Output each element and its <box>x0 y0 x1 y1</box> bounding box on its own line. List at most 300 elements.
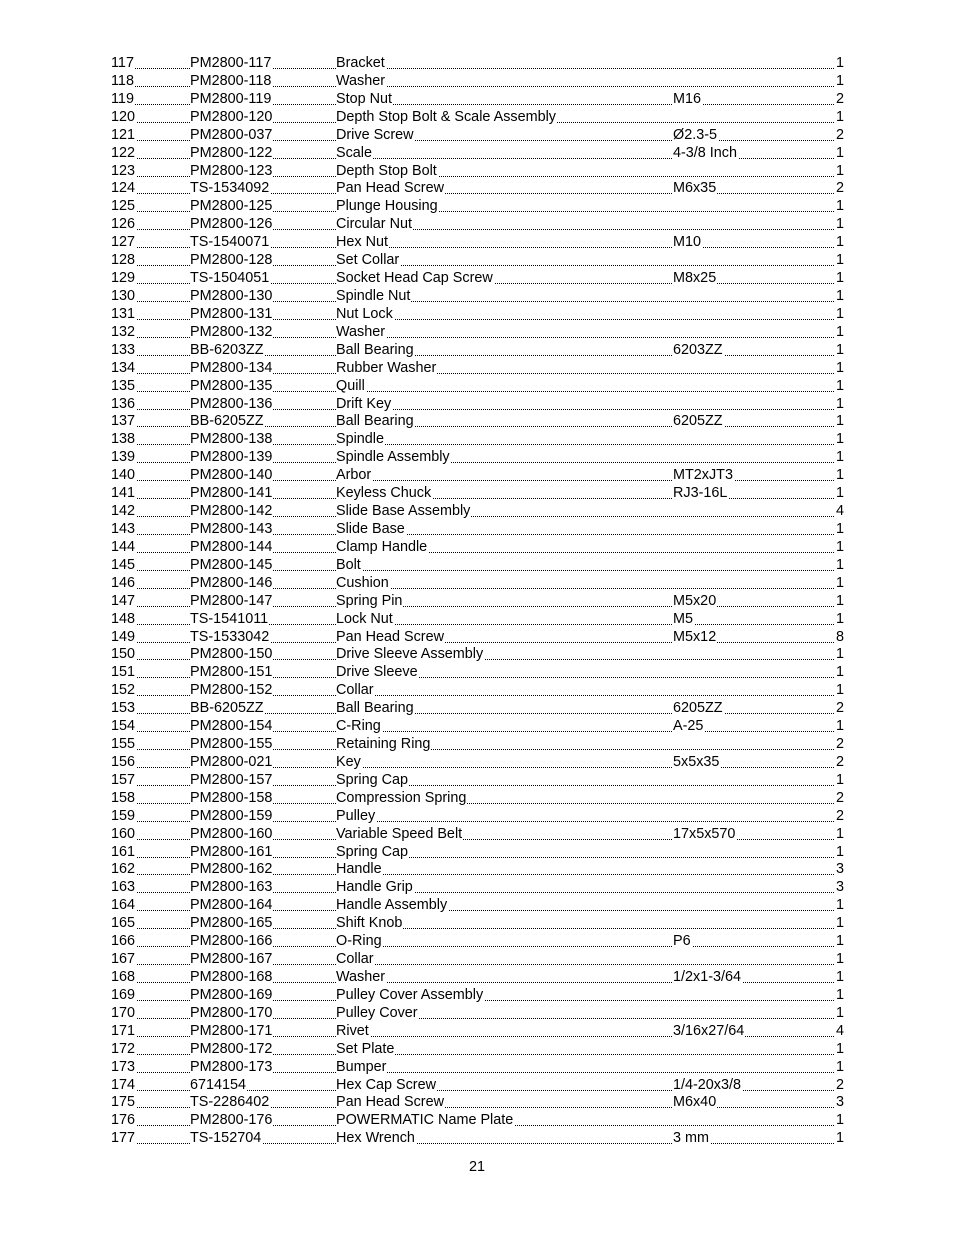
part-quantity: 1 <box>835 574 844 591</box>
index-number: 145 <box>111 556 136 573</box>
part-number: PM2800-160 <box>190 825 273 842</box>
index-number: 149 <box>111 628 136 645</box>
part-size: P6 <box>673 933 691 950</box>
part-quantity: 1 <box>835 915 844 932</box>
part-description: Socket Head Cap Screw <box>336 270 493 287</box>
parts-row <box>111 413 844 431</box>
part-number: BB-6205ZZ <box>190 700 264 717</box>
parts-row <box>111 378 844 396</box>
parts-row <box>111 503 844 521</box>
part-number: PM2800-169 <box>190 986 273 1003</box>
part-description: Slide Base <box>336 520 405 537</box>
index-number: 154 <box>111 718 136 735</box>
part-number: PM2800-172 <box>190 1040 273 1057</box>
parts-row <box>111 127 844 145</box>
index-number: 170 <box>111 1004 136 1021</box>
part-number: PM2800-118 <box>190 72 272 89</box>
part-quantity: 1 <box>835 413 844 430</box>
part-description: Spindle <box>336 431 385 448</box>
part-number: PM2800-161 <box>190 843 273 860</box>
parts-row <box>111 861 844 879</box>
parts-row <box>111 145 844 163</box>
index-number: 133 <box>111 341 136 358</box>
index-number: 130 <box>111 287 136 304</box>
part-description: Pan Head Screw <box>336 180 444 197</box>
part-description: Pulley Cover Assembly <box>336 986 484 1003</box>
parts-row <box>111 826 844 844</box>
parts-row <box>111 216 844 234</box>
parts-row <box>111 521 844 539</box>
part-quantity: 1 <box>835 933 844 950</box>
parts-row <box>111 897 844 915</box>
index-number: 159 <box>111 807 136 824</box>
part-number: PM2800-135 <box>190 377 273 394</box>
part-number: PM2800-147 <box>190 592 273 609</box>
part-size: M6x35 <box>673 180 717 197</box>
part-quantity: 1 <box>835 1058 844 1075</box>
parts-row <box>111 288 844 306</box>
index-number: 155 <box>111 736 136 753</box>
part-description: Hex Nut <box>336 234 388 251</box>
parts-row <box>111 629 844 647</box>
part-description: Ball Bearing <box>336 341 414 358</box>
index-number: 129 <box>111 270 136 287</box>
part-number: PM2800-152 <box>190 682 273 699</box>
index-number: 173 <box>111 1058 136 1075</box>
parts-row <box>111 790 844 808</box>
part-number: BB-6203ZZ <box>190 341 264 358</box>
part-description: Spring Cap <box>336 843 408 860</box>
parts-row <box>111 664 844 682</box>
part-number: TS-2286402 <box>190 1094 270 1111</box>
part-number: PM2800-119 <box>190 90 272 107</box>
part-number: PM2800-130 <box>190 287 273 304</box>
part-number: TS-1540071 <box>190 234 270 251</box>
part-quantity: 1 <box>835 485 844 502</box>
part-size: M10 <box>673 234 701 251</box>
part-size: M8x25 <box>673 270 717 287</box>
index-number: 125 <box>111 198 136 215</box>
part-quantity: 2 <box>835 700 844 717</box>
index-number: 153 <box>111 700 136 717</box>
part-size: M5x12 <box>673 628 717 645</box>
index-number: 161 <box>111 843 136 860</box>
part-quantity: 1 <box>835 234 844 251</box>
part-description: Spindle Nut <box>336 287 411 304</box>
part-description: Spring Pin <box>336 592 403 609</box>
part-description: Bumper <box>336 1058 387 1075</box>
part-description: Lock Nut <box>336 610 393 627</box>
index-number: 132 <box>111 323 136 340</box>
parts-row <box>111 951 844 969</box>
part-description: Handle <box>336 861 382 878</box>
part-quantity: 1 <box>835 592 844 609</box>
parts-row <box>111 270 844 288</box>
part-number: PM2800-021 <box>190 753 273 770</box>
part-quantity: 8 <box>835 628 844 645</box>
part-number: PM2800-162 <box>190 861 273 878</box>
part-size: 3/16x27/64 <box>673 1022 745 1039</box>
part-number: PM2800-154 <box>190 718 273 735</box>
part-description: Bolt <box>336 556 361 573</box>
part-quantity: 1 <box>835 359 844 376</box>
parts-row <box>111 772 844 790</box>
part-quantity: 2 <box>835 753 844 770</box>
part-number: PM2800-166 <box>190 933 273 950</box>
part-number: PM2800-168 <box>190 969 273 986</box>
part-description: C-Ring <box>336 718 381 735</box>
part-quantity: 1 <box>835 395 844 412</box>
part-description: Depth Stop Bolt <box>336 162 437 179</box>
part-quantity: 1 <box>835 664 844 681</box>
index-number: 124 <box>111 180 136 197</box>
part-quantity: 1 <box>835 951 844 968</box>
part-number: PM2800-139 <box>190 449 273 466</box>
part-quantity: 1 <box>835 1004 844 1021</box>
part-quantity: 1 <box>835 198 844 215</box>
part-description: Key <box>336 753 361 770</box>
part-description: Nut Lock <box>336 305 393 322</box>
part-description: Drive Sleeve <box>336 664 418 681</box>
index-number: 147 <box>111 592 136 609</box>
part-number: PM2800-138 <box>190 431 273 448</box>
parts-row <box>111 718 844 736</box>
parts-row <box>111 1112 844 1130</box>
part-description: Pulley Cover <box>336 1004 418 1021</box>
index-number: 135 <box>111 377 136 394</box>
part-number: PM2800-142 <box>190 503 273 520</box>
part-quantity: 1 <box>835 216 844 233</box>
part-size: M16 <box>673 90 701 107</box>
part-quantity: 1 <box>835 162 844 179</box>
part-quantity: 1 <box>835 556 844 573</box>
parts-row <box>111 485 844 503</box>
part-description: O-Ring <box>336 933 382 950</box>
part-number: PM2800-143 <box>190 520 273 537</box>
part-quantity: 1 <box>835 305 844 322</box>
part-number: PM2800-120 <box>190 108 273 125</box>
part-number: TS-1541011 <box>190 610 269 627</box>
part-quantity: 2 <box>835 1076 844 1093</box>
part-quantity: 1 <box>835 825 844 842</box>
part-quantity: 1 <box>835 843 844 860</box>
part-number: PM2800-145 <box>190 556 273 573</box>
part-description: Hex Wrench <box>336 1130 415 1147</box>
part-description: Retaining Ring <box>336 736 431 753</box>
index-number: 141 <box>111 485 136 502</box>
part-description: Collar <box>336 682 374 699</box>
parts-row <box>111 198 844 216</box>
part-number: PM2800-146 <box>190 574 273 591</box>
part-quantity: 3 <box>835 1094 844 1111</box>
part-description: Bracket <box>336 55 385 71</box>
parts-row <box>111 467 844 485</box>
parts-row <box>111 611 844 629</box>
parts-row <box>111 73 844 91</box>
part-quantity: 3 <box>835 861 844 878</box>
part-description: Handle Grip <box>336 879 413 896</box>
index-number: 167 <box>111 951 136 968</box>
part-number: PM2800-134 <box>190 359 273 376</box>
part-description: Hex Cap Screw <box>336 1076 436 1093</box>
part-quantity: 1 <box>835 1040 844 1057</box>
part-size: A-25 <box>673 718 704 735</box>
part-size: 3 mm <box>673 1130 709 1147</box>
part-size: RJ3-16L <box>673 485 728 502</box>
parts-row <box>111 646 844 664</box>
parts-row <box>111 342 844 360</box>
part-description: Variable Speed Belt <box>336 825 463 842</box>
index-number: 162 <box>111 861 136 878</box>
part-number: PM2800-155 <box>190 736 273 753</box>
index-number: 158 <box>111 789 136 806</box>
parts-row <box>111 593 844 611</box>
part-description: Set Collar <box>336 252 400 269</box>
part-number: TS-1504051 <box>190 270 270 287</box>
part-number: PM2800-140 <box>190 467 273 484</box>
part-quantity: 2 <box>835 789 844 806</box>
index-number: 166 <box>111 933 136 950</box>
part-description: Circular Nut <box>336 216 412 233</box>
index-number: 140 <box>111 467 136 484</box>
index-number: 156 <box>111 753 136 770</box>
parts-row <box>111 1041 844 1059</box>
index-number: 118 <box>111 72 134 89</box>
part-number: PM2800-173 <box>190 1058 273 1075</box>
part-number: PM2800-165 <box>190 915 273 932</box>
part-size: 1/4-20x3/8 <box>673 1076 742 1093</box>
parts-row <box>111 1005 844 1023</box>
part-quantity: 1 <box>835 144 844 161</box>
part-quantity: 1 <box>835 377 844 394</box>
parts-row <box>111 557 844 575</box>
part-number: BB-6205ZZ <box>190 413 264 430</box>
part-number: PM2800-151 <box>190 664 273 681</box>
part-number: TS-1534092 <box>190 180 270 197</box>
index-number: 152 <box>111 682 136 699</box>
parts-row <box>111 91 844 109</box>
part-number: PM2800-164 <box>190 897 273 914</box>
part-description: Cushion <box>336 574 389 591</box>
index-number: 168 <box>111 969 136 986</box>
index-number: 169 <box>111 986 136 1003</box>
part-quantity: 1 <box>835 646 844 663</box>
part-number: PM2800-150 <box>190 646 273 663</box>
part-number: PM2800-158 <box>190 789 273 806</box>
part-description: Rubber Washer <box>336 359 437 376</box>
index-number: 176 <box>111 1112 136 1129</box>
part-quantity: 2 <box>835 90 844 107</box>
index-number: 122 <box>111 144 136 161</box>
part-description: Washer <box>336 72 386 89</box>
parts-row <box>111 808 844 826</box>
index-number: 139 <box>111 449 136 466</box>
index-number: 136 <box>111 395 136 412</box>
part-size: 5x5x35 <box>673 753 720 770</box>
parts-row <box>111 879 844 897</box>
part-quantity: 4 <box>835 1022 844 1039</box>
part-size: Ø2.3-5 <box>673 126 717 143</box>
part-description: Spindle Assembly <box>336 449 450 466</box>
index-number: 146 <box>111 574 136 591</box>
part-description: Drive Sleeve Assembly <box>336 646 484 663</box>
part-quantity: 1 <box>835 55 844 71</box>
parts-row <box>111 109 844 127</box>
part-description: Slide Base Assembly <box>336 503 471 520</box>
part-description: Collar <box>336 951 374 968</box>
parts-row <box>111 754 844 772</box>
parts-row <box>111 1023 844 1041</box>
part-description: Handle Assembly <box>336 897 448 914</box>
part-number: PM2800-171 <box>190 1022 273 1039</box>
part-size: 1/2x1-3/64 <box>673 969 742 986</box>
part-quantity: 1 <box>835 449 844 466</box>
parts-row <box>111 987 844 1005</box>
part-size: 6205ZZ <box>673 413 723 430</box>
index-number: 126 <box>111 216 136 233</box>
parts-row <box>111 55 844 73</box>
index-number: 171 <box>111 1022 136 1039</box>
part-number: PM2800-122 <box>190 144 273 161</box>
part-quantity: 1 <box>835 520 844 537</box>
part-description: Pan Head Screw <box>336 1094 444 1111</box>
part-quantity: 1 <box>835 1112 844 1129</box>
index-number: 148 <box>111 610 136 627</box>
parts-row <box>111 360 844 378</box>
part-number: 6714154 <box>190 1076 247 1093</box>
part-number: PM2800-163 <box>190 879 273 896</box>
part-quantity: 1 <box>835 771 844 788</box>
part-number: PM2800-126 <box>190 216 273 233</box>
part-number: PM2800-125 <box>190 198 273 215</box>
part-size: 4-3/8 Inch <box>673 144 737 161</box>
part-quantity: 1 <box>835 467 844 484</box>
part-quantity: 1 <box>835 969 844 986</box>
part-number: PM2800-128 <box>190 252 273 269</box>
parts-row <box>111 306 844 324</box>
index-number: 123 <box>111 162 136 179</box>
parts-row <box>111 396 844 414</box>
parts-row <box>111 1130 844 1148</box>
part-number: PM2800-131 <box>190 305 273 322</box>
parts-row <box>111 324 844 342</box>
parts-row <box>111 915 844 933</box>
part-description: Scale <box>336 144 372 161</box>
parts-list <box>111 55 844 1148</box>
part-quantity: 2 <box>835 736 844 753</box>
index-number: 121 <box>111 126 136 143</box>
part-description: Pan Head Screw <box>336 628 444 645</box>
parts-row <box>111 1077 844 1095</box>
part-number: PM2800-176 <box>190 1112 273 1129</box>
part-size: M6x40 <box>673 1094 717 1111</box>
index-number: 131 <box>111 305 136 322</box>
part-description: Clamp Handle <box>336 538 428 555</box>
part-quantity: 4 <box>835 503 844 520</box>
part-number: PM2800-037 <box>190 126 273 143</box>
parts-row <box>111 449 844 467</box>
parts-row <box>111 933 844 951</box>
index-number: 127 <box>111 234 136 251</box>
index-number: 143 <box>111 520 136 537</box>
parts-row <box>111 431 844 449</box>
part-quantity: 1 <box>835 897 844 914</box>
parts-row <box>111 969 844 987</box>
index-number: 160 <box>111 825 136 842</box>
part-description: Stop Nut <box>336 90 392 107</box>
index-number: 157 <box>111 771 136 788</box>
part-quantity: 1 <box>835 270 844 287</box>
part-number: PM2800-123 <box>190 162 273 179</box>
part-number: PM2800-159 <box>190 807 273 824</box>
parts-row <box>111 539 844 557</box>
part-quantity: 1 <box>835 72 844 89</box>
part-number: TS-1533042 <box>190 628 270 645</box>
index-number: 144 <box>111 538 136 555</box>
part-description: Plunge Housing <box>336 198 438 215</box>
index-number: 163 <box>111 879 136 896</box>
part-description: Ball Bearing <box>336 700 414 717</box>
parts-row <box>111 844 844 862</box>
parts-row <box>111 1094 844 1112</box>
index-number: 117 <box>111 55 134 71</box>
part-quantity: 1 <box>835 718 844 735</box>
part-number: PM2800-170 <box>190 1004 273 1021</box>
part-description: Shift Knob <box>336 915 403 932</box>
part-description: Arbor <box>336 467 372 484</box>
part-quantity: 1 <box>835 341 844 358</box>
part-quantity: 1 <box>835 538 844 555</box>
part-number: PM2800-132 <box>190 323 273 340</box>
parts-row <box>111 163 844 181</box>
index-number: 177 <box>111 1130 136 1147</box>
part-size: M5x20 <box>673 592 717 609</box>
part-quantity: 1 <box>835 1130 844 1147</box>
index-number: 150 <box>111 646 136 663</box>
part-description: Keyless Chuck <box>336 485 432 502</box>
part-description: Spring Cap <box>336 771 408 788</box>
index-number: 128 <box>111 252 136 269</box>
part-number: PM2800-117 <box>190 55 272 71</box>
parts-row <box>111 682 844 700</box>
index-number: 119 <box>111 90 134 107</box>
part-quantity: 3 <box>835 879 844 896</box>
parts-row <box>111 1059 844 1077</box>
part-description: Compression Spring <box>336 789 467 806</box>
part-number: PM2800-141 <box>190 485 273 502</box>
part-quantity: 2 <box>835 180 844 197</box>
part-description: Drive Screw <box>336 126 414 143</box>
parts-row <box>111 736 844 754</box>
index-number: 174 <box>111 1076 136 1093</box>
parts-row <box>111 234 844 252</box>
part-quantity: 1 <box>835 323 844 340</box>
part-quantity: 1 <box>835 682 844 699</box>
part-quantity: 1 <box>835 252 844 269</box>
part-description: POWERMATIC Name Plate <box>336 1112 514 1129</box>
part-quantity: 1 <box>835 108 844 125</box>
part-description: Depth Stop Bolt & Scale Assembly <box>336 108 556 125</box>
part-number: PM2800-157 <box>190 771 273 788</box>
part-description: Ball Bearing <box>336 413 414 430</box>
parts-row <box>111 575 844 593</box>
part-quantity: 1 <box>835 287 844 304</box>
part-description: Drift Key <box>336 395 392 412</box>
index-number: 120 <box>111 108 136 125</box>
part-description: Pulley <box>336 807 376 824</box>
index-number: 138 <box>111 431 136 448</box>
parts-row <box>111 700 844 718</box>
